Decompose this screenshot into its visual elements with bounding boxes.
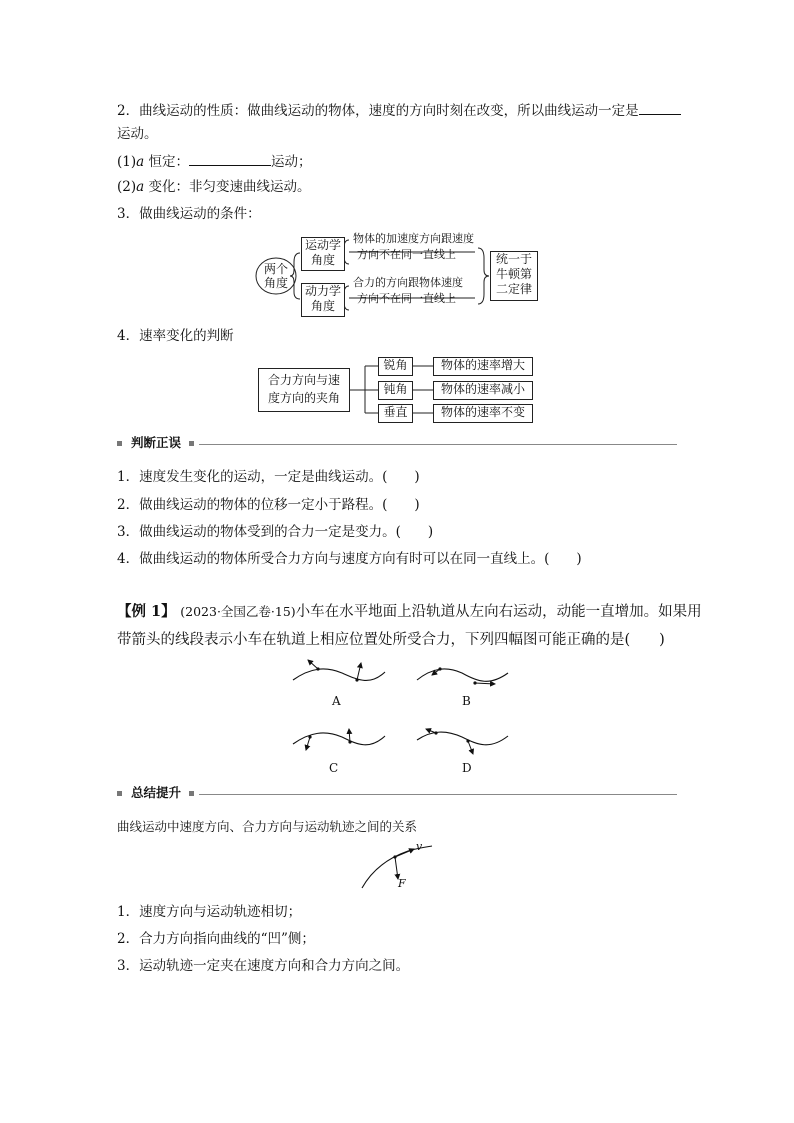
root-line-2: 角度	[263, 276, 288, 290]
sub1-end: 运动；	[270, 154, 312, 170]
example-line2: 带箭头的线段表示小车在轨道上相应位置处所受合力，下列四幅图可能正确的是( )	[117, 632, 665, 648]
result-decrease-box: 物体的速率减小	[433, 381, 533, 400]
kinematics-desc-1: 物体的加速度方向跟速度	[353, 232, 474, 245]
kinematics-desc-2: 方向不在同一直线上	[357, 248, 456, 261]
dynamics-line-2: 角度	[310, 299, 335, 313]
sub1-var: a	[136, 154, 145, 170]
unify-line-2: 牛顿第	[495, 267, 532, 281]
judge-item-1: 1．速度发生变化的运动，一定是曲线运动。( )	[117, 469, 420, 485]
summary-item-3: 3．运动轨迹一定夹在速度方向和合力方向之间。	[117, 958, 410, 974]
angle-root-line-1: 合力方向与速	[267, 373, 340, 387]
example-tag: 【例 1】	[117, 603, 176, 620]
section2-text: 2．曲线运动的性质：做曲线运动的物体，速度的方向时刻在改变，所以曲线运动一定是	[117, 103, 639, 119]
unify-line-1: 统一于	[495, 252, 532, 266]
result-increase-box: 物体的速率增大	[433, 357, 533, 376]
sub1-prefix: (1)	[117, 154, 137, 170]
example-source: (2023·全国乙卷·15)	[180, 604, 296, 619]
option-a-label[interactable]: A	[332, 694, 341, 708]
section4-title: 4．速率变化的判断	[117, 328, 234, 344]
option-d-label[interactable]: D	[462, 761, 472, 775]
angle-root-line-2: 度方向的夹角	[267, 391, 340, 405]
dynamics-desc-2: 方向不在同一直线上	[357, 292, 456, 305]
dynamics-desc-1: 合力的方向跟物体速度	[353, 276, 463, 289]
summary-item-1: 1．速度方向与运动轨迹相切；	[117, 904, 302, 920]
sub2-var: a	[136, 179, 145, 195]
judge-item-3: 3．做曲线运动的物体受到的合力一定是变力。( )	[117, 524, 434, 540]
example-text-1: 小车在水平地面上沿轨道从左向右运动，动能一直增加。如果用	[295, 604, 702, 620]
sub2-prefix: (2)	[117, 179, 137, 195]
result-constant-box: 物体的速率不变	[433, 404, 533, 423]
sub2-text: 变化：非匀变速曲线运动。	[144, 179, 311, 195]
angle-right-box: 垂直	[378, 404, 413, 423]
summary-item-2: 2．合力方向指向曲线的“凹”侧；	[117, 931, 315, 947]
dynamics-line-1: 动力学	[304, 284, 341, 298]
velocity-label: v	[416, 840, 423, 853]
kinematics-line-2: 角度	[310, 253, 335, 267]
sub1-text: 恒定：	[144, 154, 189, 170]
option-c-label[interactable]: C	[329, 761, 339, 775]
kinematics-line-1: 运动学	[304, 238, 341, 252]
judge-heading-text: 判断正误	[131, 435, 182, 450]
judge-item-2: 2．做曲线运动的物体的位移一定小于路程。( )	[117, 497, 420, 513]
option-b-label[interactable]: B	[462, 694, 471, 708]
unify-line-3: 二定律	[495, 282, 532, 296]
summary-intro: 曲线运动中速度方向、合力方向与运动轨迹之间的关系	[117, 819, 418, 834]
section2-line1-end: 运动。	[117, 126, 158, 142]
summary-heading-text: 总结提升	[131, 785, 182, 800]
angle-acute-box: 锐角	[378, 357, 413, 376]
angle-obtuse-box: 钝角	[378, 381, 413, 400]
section3-title: 3．做曲线运动的条件：	[117, 206, 261, 222]
root-line-1: 两个	[263, 262, 288, 276]
force-label: F	[398, 877, 406, 890]
judge-item-4: 4．做曲线运动的物体所受合力方向与速度方向有时可以在同一直线上。( )	[117, 551, 582, 567]
